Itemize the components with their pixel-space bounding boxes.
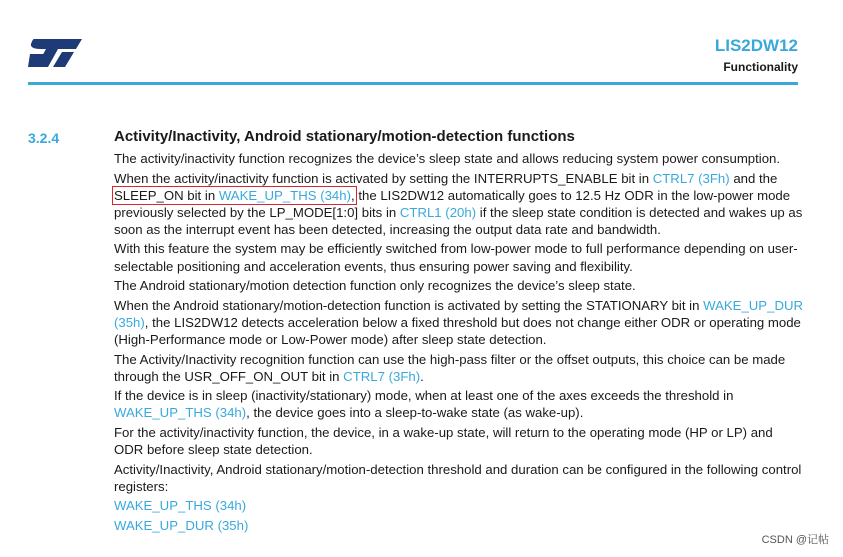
st-logo	[28, 37, 82, 67]
document-subtitle: Functionality	[723, 60, 798, 74]
paragraph-5	[114, 297, 804, 348]
paragraph-6-text-b: .	[420, 368, 424, 384]
section-body	[114, 150, 804, 536]
link-ctrl7-2[interactable]: CTRL7 (3Fh)	[343, 368, 421, 384]
paragraph-6	[114, 351, 804, 385]
paragraph-2-text-b: and the	[729, 170, 778, 186]
watermark: CSDN @记帖	[761, 534, 829, 546]
link-wake-up-ths-2[interactable]: WAKE_UP_THS (34h)	[114, 405, 247, 421]
paragraph-1: The activity/inactivity function recognizes the device’s sleep state and allows reducing system power consumption.	[114, 151, 781, 166]
paragraph-2-text-f: if the sleep state condition is detected and wakes up as soon as the interrupt event has been detected, increasing the output data rate and bandwidth.	[114, 204, 803, 237]
paragraph-4: The Android stationary/motion detection function only recognizes the device’s sleep state.	[114, 278, 636, 294]
paragraph-9: Activity/Inactivity, Android stationary/motion-detection threshold and duration can be configured in the following control registers:	[114, 461, 802, 494]
paragraph-5-text-a: When the Android stationary/motion-detection function is activated by setting the STATIONARY bit in	[114, 297, 704, 313]
document-title: LIS2DW12	[714, 36, 798, 55]
highlight-box	[114, 188, 355, 203]
link-wake-up-dur[interactable]: WAKE_UP_DUR (35h)	[114, 297, 804, 330]
paragraph-2-text-a: When the activity/inactivity function is activated by setting the INTERRUPTS_ENABLE bit in	[114, 170, 653, 186]
paragraph-2-text-d: ,	[351, 187, 355, 203]
link-ctrl7[interactable]: CTRL7 (3Fh)	[652, 170, 730, 186]
register-link-wake-up-ths[interactable]: WAKE_UP_THS (34h)	[114, 498, 247, 514]
paragraph-7-text-b: , the device goes into a sleep-to-wake state (as wake-up).	[246, 405, 584, 421]
paragraph-3: With this feature the system may be efficiently switched from low-power mode to full performance depending on user-selectable positioning and acceleration events, thus ensuring power saving and flexibility.	[114, 241, 798, 274]
register-link-wake-up-dur[interactable]: WAKE_UP_DUR (35h)	[114, 517, 249, 533]
paragraph-8: For the activity/inactivity function, the device, in a wake-up state, will return to the operating mode (HP or LP) and ODR before sleep state detection.	[114, 424, 773, 457]
section-title: Activity/Inactivity, Android stationary/motion-detection functions	[114, 128, 575, 145]
paragraph-6-text-a: The Activity/Inactivity recognition function can use the high-pass filter or the offset outputs, this choice can be made through the USR_OFF_ON_OUT bit in	[114, 351, 786, 384]
paragraph-2-text-e: the LIS2DW12 automatically goes to 12.5 Hz ODR in the low-power mode previously selected by the LP_MODE[1:0] bits in	[114, 187, 791, 220]
section-number: 3.2.4	[28, 130, 60, 146]
paragraph-2-text-c: SLEEP_ON bit in	[114, 187, 219, 203]
link-wake-up-ths[interactable]: WAKE_UP_THS (34h)	[218, 187, 351, 203]
paragraph-7-text-a: If the device is in sleep (inactivity/stationary) mode, when at least one of the axes exceeds the threshold in	[114, 388, 734, 404]
link-ctrl1[interactable]: CTRL1 (20h)	[399, 204, 477, 220]
paragraph-2	[114, 170, 804, 238]
header-divider	[28, 82, 798, 85]
paragraph-5-text-b: , the LIS2DW12 detects acceleration below a fixed threshold but does not change either ODR or operating mode (High-Performance mode or Low-Power mode) after sleep state detection.	[114, 314, 801, 347]
paragraph-7	[114, 387, 804, 421]
